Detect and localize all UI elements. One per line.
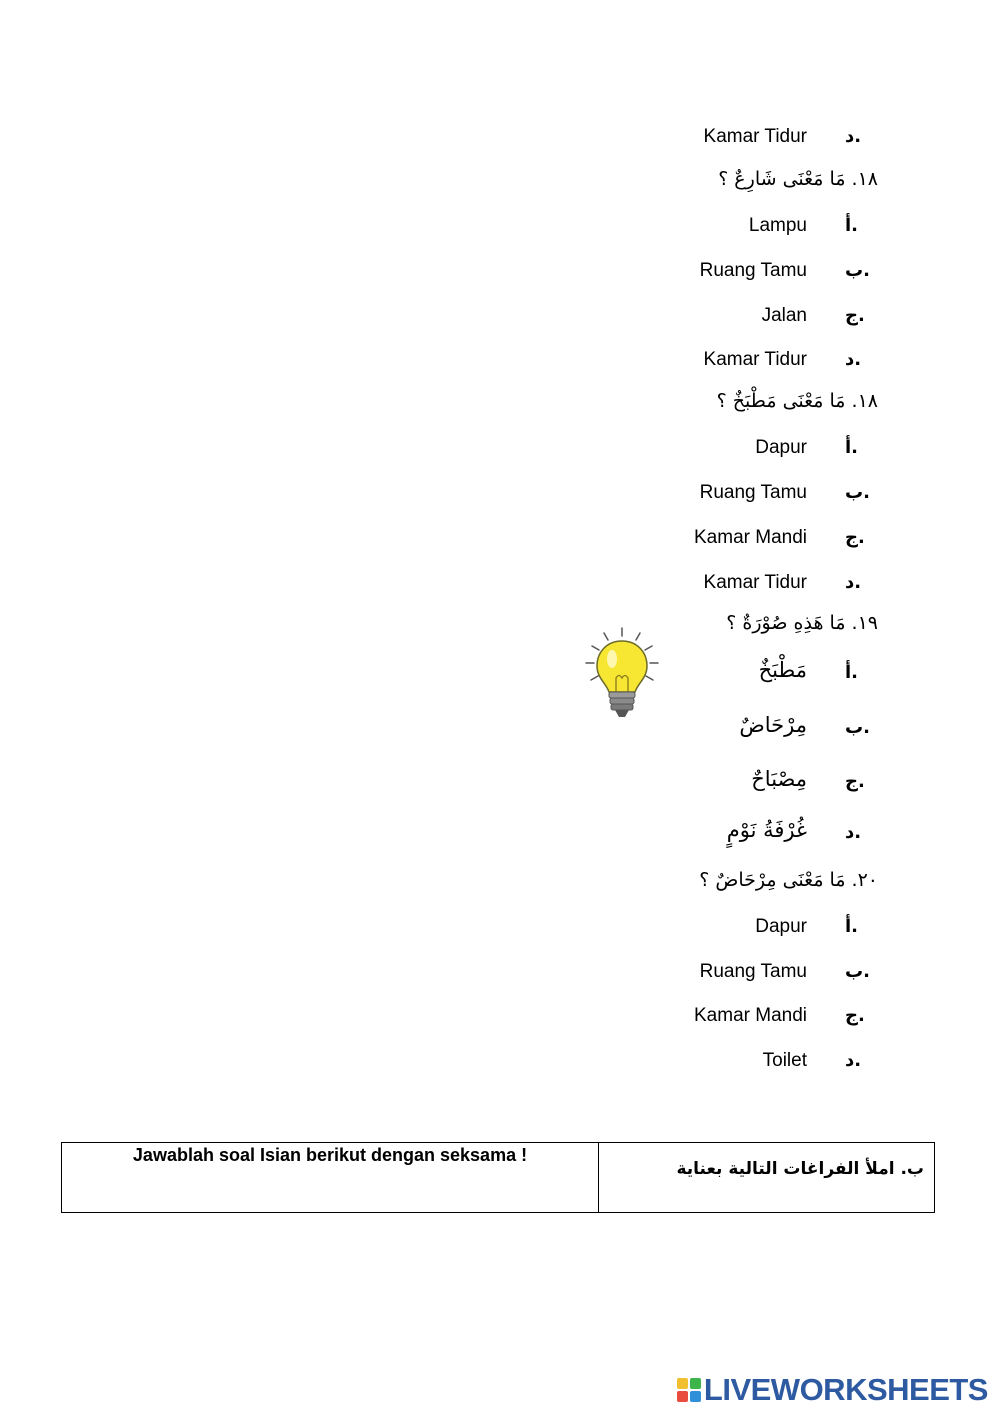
option-row[interactable] bbox=[0, 910, 1000, 950]
question-text: ١٨. مَا مَعْنَى شَارِعٌ ؟ bbox=[718, 168, 878, 190]
option-row[interactable] bbox=[0, 476, 1000, 516]
option-letter: ب. bbox=[845, 961, 870, 982]
option-text: Kamar Tidur bbox=[703, 126, 807, 147]
option-letter: ج. bbox=[845, 771, 865, 792]
option-letter: أ. bbox=[845, 662, 859, 683]
option-row[interactable] bbox=[0, 343, 1000, 383]
option-text: Kamar Tidur bbox=[703, 349, 807, 370]
option-letter: د. bbox=[845, 126, 862, 147]
option-row[interactable] bbox=[0, 999, 1000, 1039]
option-letter: ج. bbox=[845, 305, 865, 326]
option-row[interactable] bbox=[0, 814, 1000, 854]
option-letter: ب. bbox=[845, 260, 870, 281]
option-text: مَطْبَخٌ bbox=[758, 658, 807, 682]
option-row[interactable] bbox=[0, 1044, 1000, 1084]
option-text: Dapur bbox=[755, 916, 807, 937]
logo-square-icon bbox=[677, 1378, 688, 1389]
option-letter: د. bbox=[845, 1050, 862, 1071]
logo-square-icon bbox=[677, 1391, 688, 1402]
logo-text: LIVEWORKSHEETS bbox=[703, 1372, 988, 1407]
option-letter: أ. bbox=[845, 215, 859, 236]
option-text: غُرْفَةُ نَوْمٍ bbox=[726, 818, 807, 842]
option-letter: د. bbox=[845, 822, 862, 843]
option-row[interactable] bbox=[0, 299, 1000, 339]
option-letter: ب. bbox=[845, 482, 870, 503]
option-text: Ruang Tamu bbox=[699, 482, 807, 503]
instruction-table bbox=[61, 1142, 935, 1213]
option-text: Ruang Tamu bbox=[699, 260, 807, 281]
option-row[interactable] bbox=[0, 431, 1000, 471]
option-text: Toilet bbox=[762, 1050, 807, 1071]
table-divider bbox=[598, 1143, 599, 1212]
option-row[interactable] bbox=[0, 654, 1000, 694]
option-text: Dapur bbox=[755, 437, 807, 458]
option-row[interactable] bbox=[0, 763, 1000, 803]
option-letter: ج. bbox=[845, 1005, 865, 1026]
option-row[interactable] bbox=[0, 521, 1000, 561]
option-text: Kamar Mandi bbox=[694, 527, 807, 548]
option-row[interactable] bbox=[0, 955, 1000, 995]
option-letter: أ. bbox=[845, 437, 859, 458]
instruction-latin: Jawablah soal Isian berikut dengan seksama ! bbox=[132, 1145, 528, 1165]
option-row bbox=[0, 120, 1000, 160]
instruction-arabic: ب. املأ الفراغات التالية بعناية bbox=[676, 1159, 924, 1179]
option-row[interactable] bbox=[0, 709, 1000, 749]
option-letter: ج. bbox=[845, 527, 865, 548]
option-letter: أ. bbox=[845, 916, 859, 937]
question-text: ٢٠. مَا مَعْنَى مِرْحَاضٌ ؟ bbox=[699, 869, 878, 891]
logo-square-icon bbox=[690, 1391, 701, 1402]
option-text: Kamar Mandi bbox=[694, 1005, 807, 1026]
option-row[interactable] bbox=[0, 209, 1000, 249]
option-row[interactable] bbox=[0, 254, 1000, 294]
option-text: Kamar Tidur bbox=[703, 572, 807, 593]
option-letter: د. bbox=[845, 572, 862, 593]
option-letter: د. bbox=[845, 349, 862, 370]
logo-mark-icon bbox=[677, 1378, 701, 1402]
liveworksheets-logo bbox=[677, 1372, 988, 1408]
option-text: Lampu bbox=[748, 215, 807, 236]
option-letter: ب. bbox=[845, 717, 870, 738]
question-text: ١٨. مَا مَعْنَى مَطْبَخٌ ؟ bbox=[716, 390, 878, 412]
option-text: مِرْحَاضٌ bbox=[739, 713, 807, 737]
option-row[interactable] bbox=[0, 566, 1000, 606]
logo-square-icon bbox=[690, 1378, 701, 1389]
option-text: Jalan bbox=[761, 305, 807, 326]
question-text: ١٩. مَا هَذِهِ صُوْرَةٌ ؟ bbox=[726, 612, 878, 634]
option-text: مِصْبَاحٌ bbox=[751, 767, 807, 791]
option-text: Ruang Tamu bbox=[699, 961, 807, 982]
